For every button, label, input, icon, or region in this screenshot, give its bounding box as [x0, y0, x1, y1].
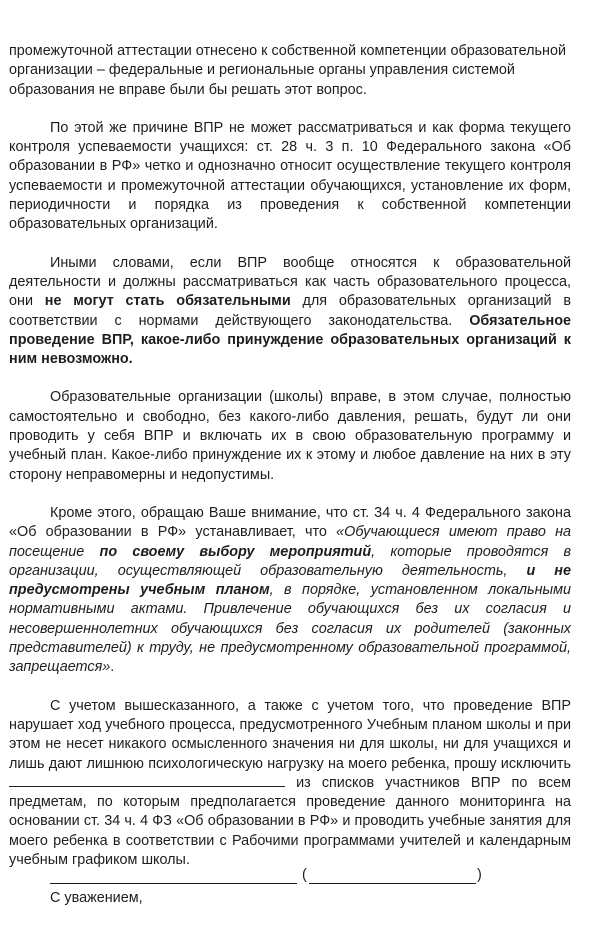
paragraph-5-quote-bold-2: и не предусмотрены учебным планом [9, 562, 571, 599]
paragraph-3-bold-sentence: Обязательное проведение ВПР, какое-либо принуждение образовательных организаций к ним невозможно. [9, 312, 571, 368]
close-paren: ) [477, 867, 482, 883]
paragraph-5-quote-3: , в порядке, установленном локальными нормативными актами. Привлечение обучающихся без их согласия и несовершеннолетних обучающихся без согласия их родителей (законных представителей) к труду, не предусмотренному образовательной программой, запрещается» [9, 582, 571, 676]
paragraph-5-quote-bold-1: по своему выбору мероприятий [99, 543, 372, 560]
paragraph-1-line-3: образования не вправе были бы решать этот вопрос. [9, 81, 367, 98]
paragraph-3-bold-phrase: не могут стать обязательными [44, 293, 291, 310]
signature-line [50, 866, 490, 888]
name-decoding-blank[interactable] [309, 883, 476, 884]
paragraph-1 [9, 42, 571, 100]
signature-blank[interactable] [50, 883, 297, 884]
closing-greeting: С уважением, [50, 890, 143, 907]
paragraph-6 [9, 697, 571, 871]
paragraph-4: Образовательные организации (школы) вправе, в этом случае, полностью самостоятельно и свободно, без какого-либо давления, решать, будут ли они проводить у себя ВПР и включать их в свою образовательную программу и учебный план. Какое-либо принуждение их к этому и любое давление на них в эту сторону неправомерны и недопустимы. [9, 389, 571, 483]
paragraph-2: По этой же причине ВПР не может рассматриваться и как форма текущего контроля успеваемости учащихся: ст. 28 ч. 3 п. 10 Федерального закона «Об образовании в РФ» четко и однозначно относит осуществление текущего контроля успеваемости и промежуточной аттестации обучающихся, установление их форм, периодичности и порядка из проведения к собственной компетенции образовательных организаций. [9, 119, 571, 233]
paragraph-3-text-2: для образовательных организаций в соответствии с нормами действующего законодательства. [9, 293, 571, 329]
paragraph-1-line-2: организации – федеральные и региональные органы управления системой [9, 62, 515, 79]
paragraph-3-text: Иными словами, если ВПР вообще относятся к образовательной деятельности и должны рассматриваться как часть образовательного процесса, они [9, 254, 571, 310]
paragraph-5 [9, 504, 571, 678]
paragraph-5-quote-2: , которые проводятся в организации, осуществляющей образовательную деятельность, [9, 543, 572, 579]
paragraph-5-text: Кроме этого, обращаю Ваше внимание, что ст. 34 ч. 4 Федерального закона «Об образовании в РФ» устанавливает, что [9, 504, 571, 541]
paragraph-5-quote-1: «Обучающиеся имеют право на посещение [9, 524, 571, 560]
child-name-blank[interactable] [9, 774, 285, 787]
open-paren: ( [302, 867, 307, 883]
paragraph-3 [9, 254, 571, 370]
paragraph-5-period: . [110, 659, 115, 676]
paragraph-6-text: С учетом вышесказанного, а также с учетом того, что проведение ВПР нарушает ход учебного процесса, предусмотренного Учебным планом школы и при этом не несет никакого осмысленного значения ни для школы, ни для учащихся и лишь дают лишнюю психологическую нагрузку на моего ребенка, прошу исключить [9, 697, 571, 772]
document-body [9, 42, 571, 909]
paragraph-6-text-2: из списков участников ВПР по всем предметам, по которым предполагается проведение данного мониторинга на основании ст. 34 ч. 4 ФЗ «Об образовании в РФ» и проводить учебные занятия для моего ребенка в соответствии с Рабочими программами учителей и календарным учебным графиком школы. [9, 774, 571, 868]
paragraph-1-line-1: промежуточной аттестации отнесено к собственной компетенции образовательной [9, 43, 567, 59]
